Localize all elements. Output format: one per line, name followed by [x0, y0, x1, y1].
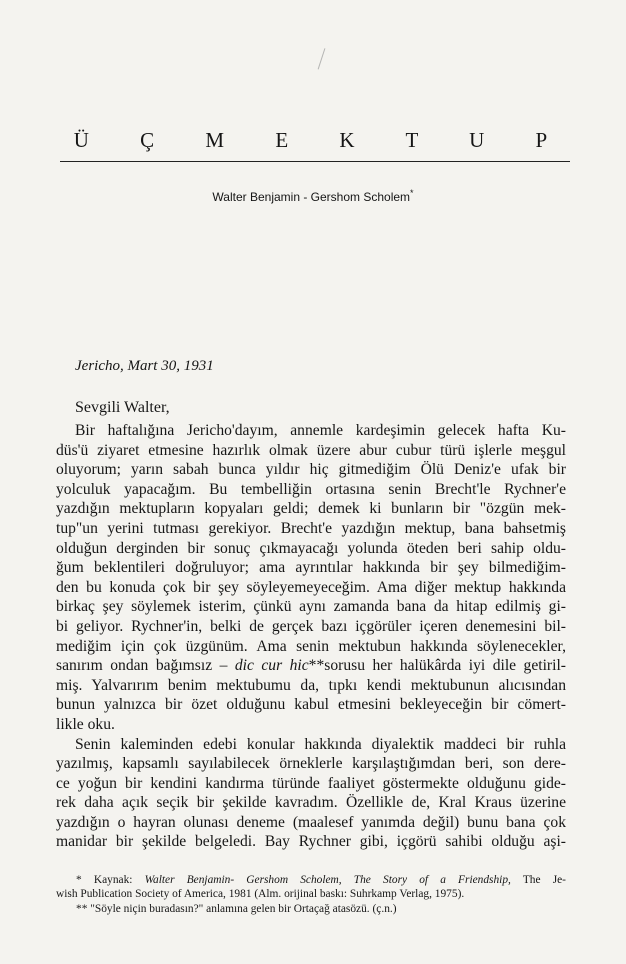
quote-footnote-mark: ** [308, 657, 325, 675]
body-line: mediğim için çok üzgünüm. Ama senin mektubun hakkında söylenecekler, [56, 637, 566, 655]
footnote-1-mark: * Kaynak: [76, 874, 133, 886]
authors-footnote-mark: * [410, 188, 414, 198]
body-line-segment: sanırım ondan bağımsız – [56, 657, 228, 675]
pencil-mark [318, 48, 327, 70]
letter-dateline: Jericho, Mart 30, 1931 [75, 358, 214, 374]
body-line: miş. Yalvarırım benim mektubumu da, tıpkı kendi mektubunun alıcısından [56, 676, 566, 694]
body-line: yazdığın mektupların kopyaları geldi; demek ki bunların bir "özgün mek- [56, 500, 566, 518]
body-line: oluyorum; yarın sabah bunca yıldır hiç gitmediğim Ölü Deniz'e ufak bir [56, 461, 566, 479]
body-line: rek daha açık seçik bir şekilde kavradım. Özellikle de, Kral Kraus üzerine [56, 794, 566, 812]
authors-text: Walter Benjamin - Gershom Scholem [212, 190, 411, 204]
body-line: manidar bir şekilde belgeledi. Bay Rychner gibi, içgörü sahibi olduğu aşi- [56, 833, 566, 851]
body-line: ğum beklentileri doğruluyor; ama ayrıntılar hakkında bir şey bilmediğim- [56, 559, 566, 577]
body-line: Bir haftalığına Jericho'dayım, annemle kardeşimin gelecek hafta Ku- [75, 422, 566, 439]
body-line: den bu konuda çok bir şey söyleyemeyeceğim. Ama diğer mektup hakkında [56, 578, 566, 596]
title-rule [60, 161, 570, 162]
body-line: bunun yalnızca bir özet olduğunu kabul etmesini bekleyeceğin bir cömert- [56, 696, 566, 714]
footnote-1 [56, 873, 566, 887]
letter-salutation: Sevgili Walter, [75, 399, 170, 416]
body-line: birkaç şey söylemek isterim, çünkü aynı zamanda bana da hitap edilmiş gi- [56, 598, 566, 616]
footnotes [56, 873, 566, 916]
footnote-2: ** "Söyle niçin buradasın?" anlamına gelen bir Ortaçağ atasözü. (ç.n.) [76, 902, 397, 915]
body-line: likle oku. [56, 715, 115, 733]
inline-latin-quote: dic cur hic [234, 657, 309, 675]
footnote-1-title: Walter Benjamin- Gershom Scholem, The Story of a Friendship, [144, 874, 511, 886]
body-line-segment: sorusu her halükârda iyi dile getiril- [324, 657, 566, 675]
body-line: bi geliyor. Rychner'in, belki de gerçek bazı içgörüler içeren denemesini bil- [56, 617, 566, 635]
body-line: olduğun derginden bir sonuç çıkmayacağı yolunda öteden beri sahip oldu- [56, 539, 566, 557]
authors-line [0, 188, 626, 204]
body-line: Senin kaleminden edebi konular hakkında diyalektik maddeci bir ruhla [75, 735, 566, 753]
body-line: tup"un yerini tutması gerekiyor. Brecht'e yazdığın mektup, bana bahsetmiş [56, 519, 566, 537]
body-line: düs'ü ziyaret etmesine hazırlık olmak üzere abur cubur türü işlerle meşgul [56, 441, 566, 459]
body-line: yazılmış, kapsamlı sayılabilecek örneklerle karşılaştığımdan beri, son dere- [56, 755, 566, 773]
footnote-1-continued: wish Publication Society of America, 1981 (Alm. orijinal baskı: Suhrkamp Verlag, 1975). [56, 888, 465, 901]
body-line: yolculuk yapacağım. Bu tembelliğin ortasına senin Brecht'le Rychner'e [56, 480, 566, 498]
body-line: ce yoğun bir kendini kandırma türünde faaliyet göstermekte olduğunu gide- [56, 774, 566, 792]
body-line: yazdığın o hayran olunası deneme (maalesef yanımda değil) bunu bana çok [56, 813, 566, 831]
footnote-1-text: The Je- [522, 874, 566, 886]
letter-body [56, 421, 566, 852]
page-title: Ü Ç M E K T U P [73, 128, 561, 152]
body-line-with-quote [56, 656, 566, 676]
